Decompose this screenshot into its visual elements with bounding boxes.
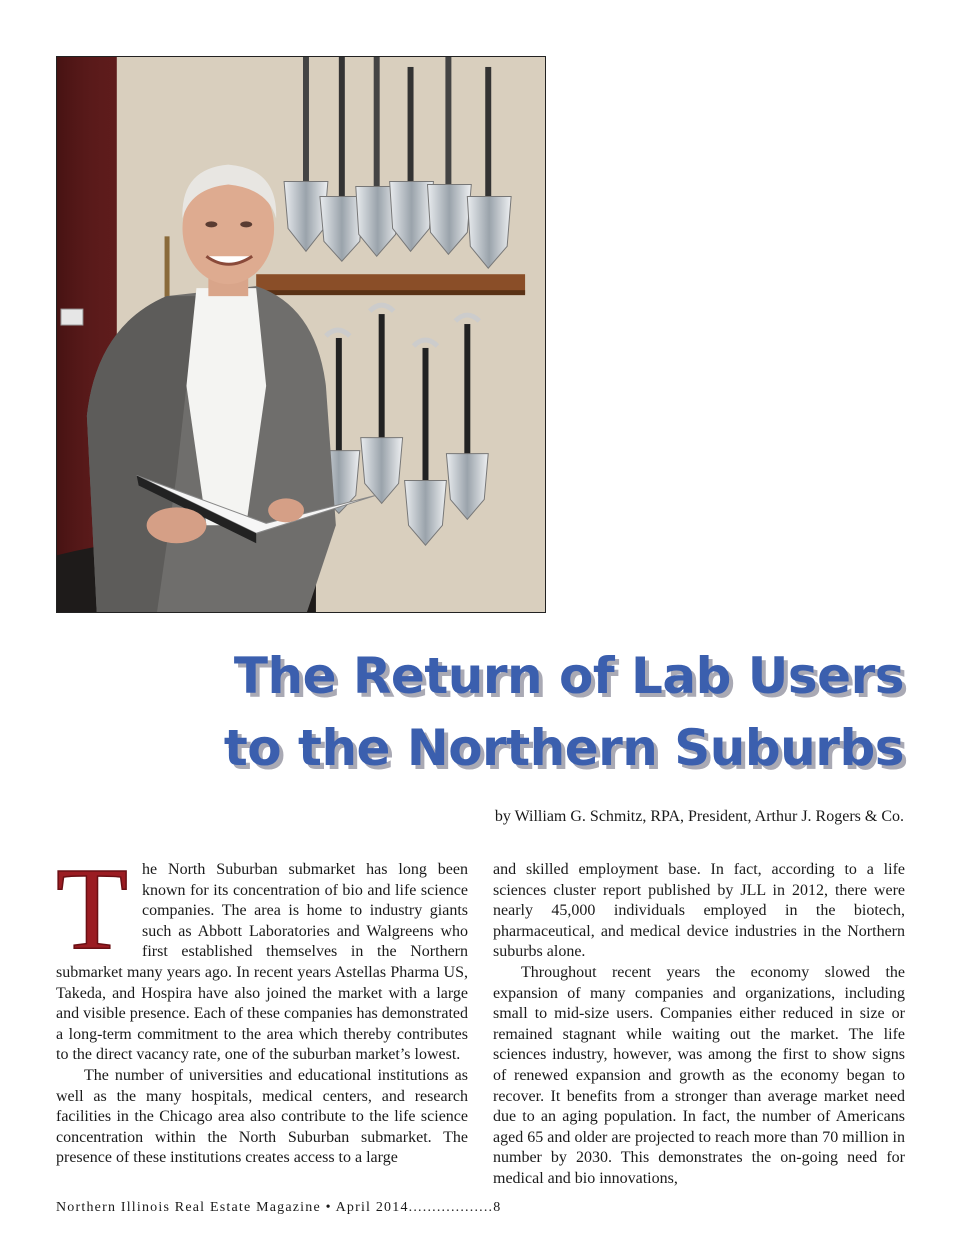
right-column: [493, 860, 905, 1190]
right-paragraph-2: Throughout recent years the economy slowed the expansion of many companies and organizations, including small to mid-size users. Companies either reduced in size or remained stagnant while waiting out the market. The life sciences industry, however, was among the first to show signs of renewed expansion and growth as the economy began to recover. It benefits from a stronger than average market need due to an aging population. In fact, the number of Americans aged 65 and older are projected to reach more than 70 million in number by 2030. This demonstrates the on-going need for medical and bio innovations,: [493, 963, 905, 1187]
drop-cap: [46, 860, 138, 956]
svg-text:T: T: [55, 860, 129, 956]
article-photo: [56, 56, 546, 613]
left-column: [56, 860, 468, 1169]
title-line-2: to the Northern Suburbs: [223, 719, 904, 777]
byline: by William G. Schmitz, RPA, President, Arthur J. Rogers & Co.: [494, 808, 904, 825]
drop-cap-letter: [46, 860, 138, 956]
article-title: [144, 640, 904, 784]
left-paragraph-1: he North Suburban submarket has long been known for its concentration of bio and life science companies. The area is home to industry giants such as Abbott Laboratories and Walgreens who first established themselves in the Northern submarket many years ago. In recent years Astellas Pharma US, Takeda, and Hospira have also joined the market with a large and visible presence. Each of these companies has demonstrated a long-term commitment to the area which thereby contributes to the direct vacancy rate, one of the suburban market’s lowest.: [56, 861, 468, 1064]
title-line-1: The Return of Lab Users: [233, 647, 904, 705]
left-paragraph-2: The number of universities and educational institutions as well as the many hospitals, medical centers, and research facilities in the Chicago area also contribute to the life science concentration within the North Suburban submarket. The presence of these institutions creates access to a large: [56, 1066, 468, 1167]
photo-illustration: [57, 57, 545, 612]
right-paragraph-1: and skilled employment base. In fact, according to a life sciences cluster report published by JLL in 2012, there were nearly 45,000 individuals employed in the biotech, pharmaceutical, and medical device industries in the Northern suburbs alone.: [493, 861, 905, 961]
page-footer: Northern Illinois Real Estate Magazine • April 2014..................8: [56, 1200, 502, 1215]
